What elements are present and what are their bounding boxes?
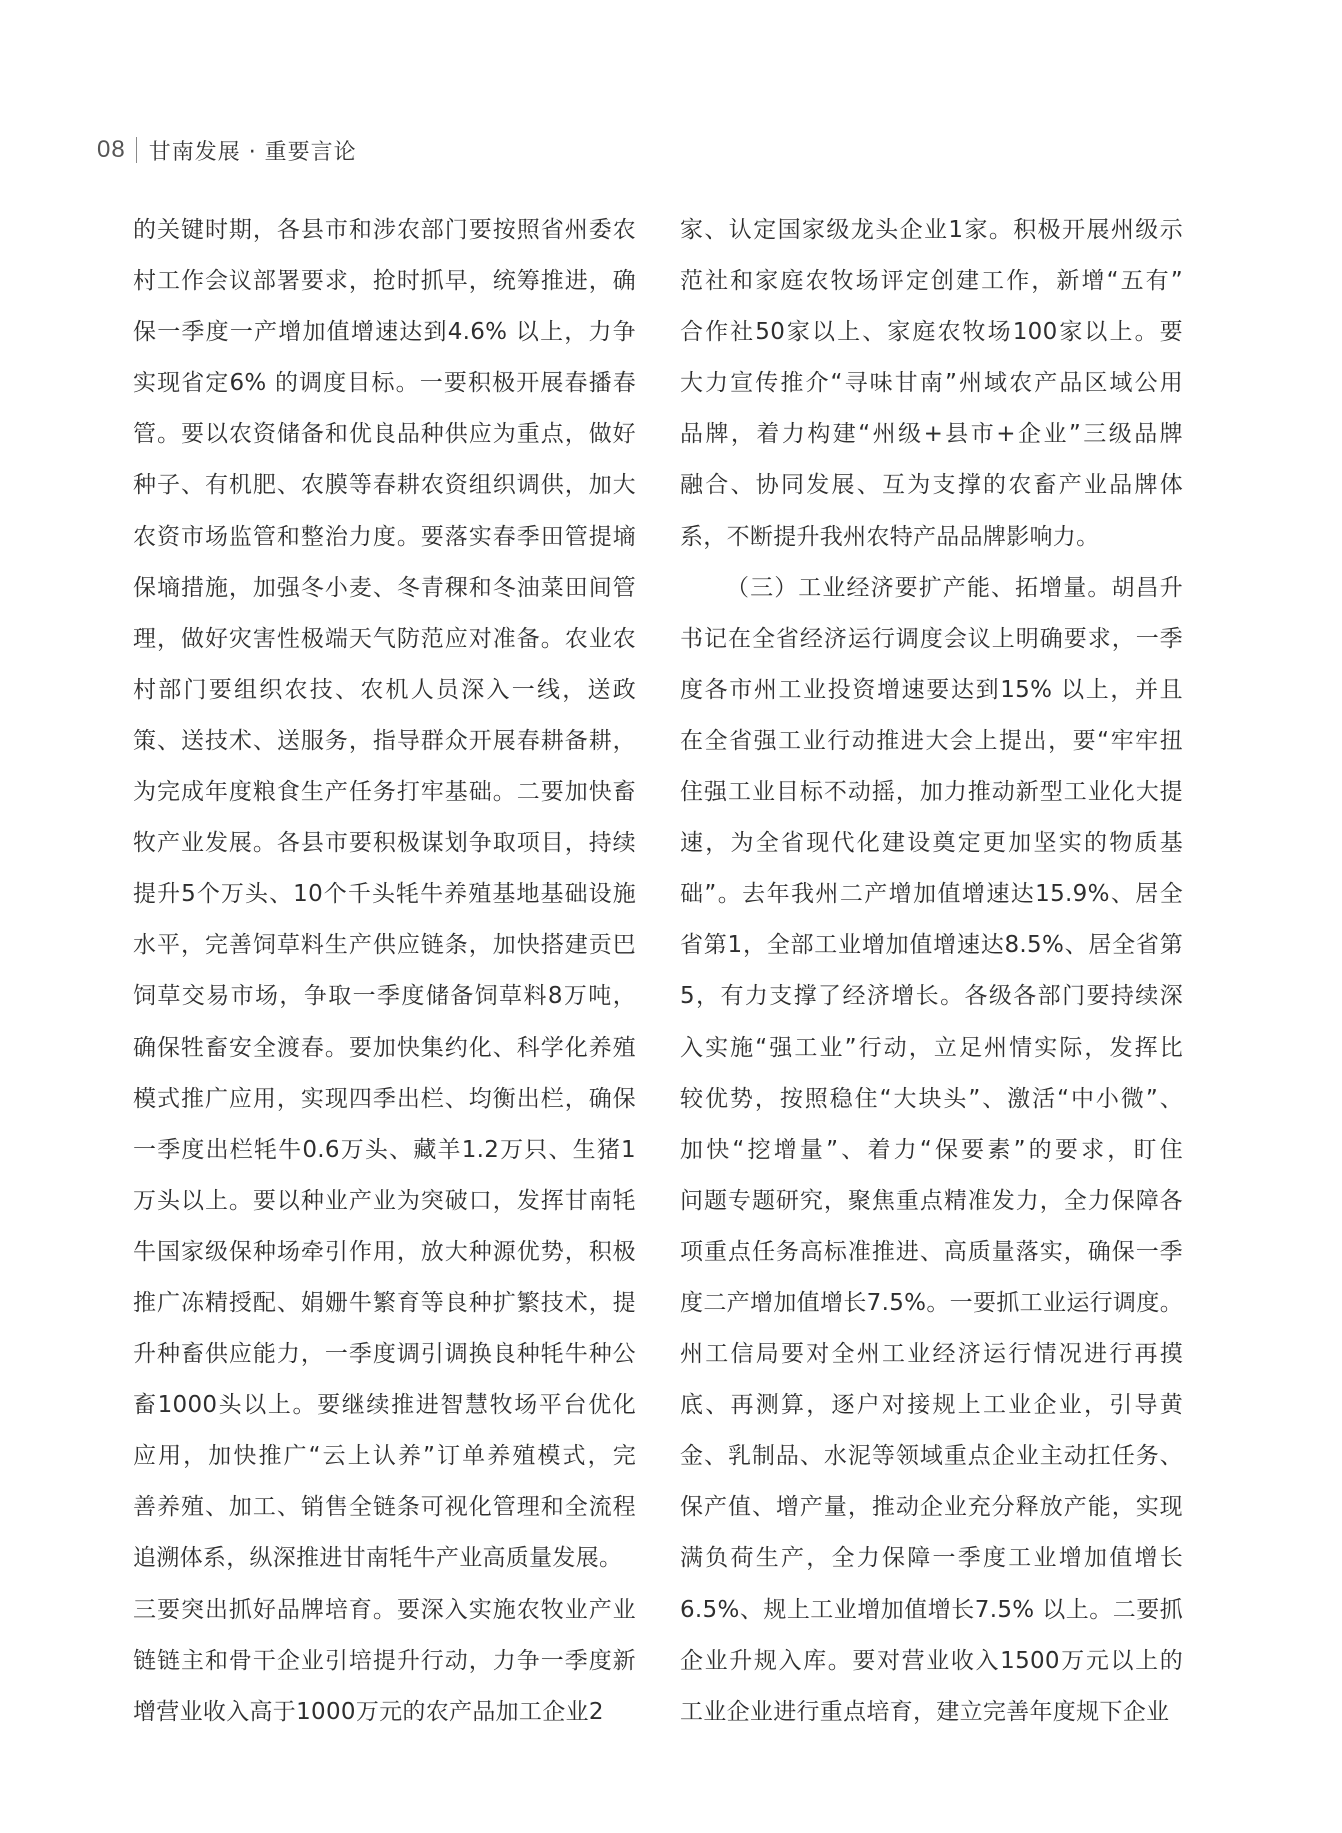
text-line: 实现省定6% 的调度目标。一要积极开展春播春	[133, 370, 636, 397]
text-line: 础”。去年我州二产增加值增速达15.9%、居全	[680, 881, 1183, 908]
text-line: 加快“挖增量”、着力“保要素”的要求，盯住	[680, 1136, 1183, 1163]
text-line: 饲草交易市场，争取一季度储备饲草料8万吨，	[133, 983, 636, 1010]
text-line: 保产值、增产量，推动企业充分释放产能，实现	[680, 1494, 1183, 1521]
text-line: 理，做好灾害性极端天气防范应对准备。农业农	[133, 625, 636, 652]
text-line: 度二产增加值增长7.5%。一要抓工业运行调度。	[680, 1289, 1183, 1316]
page-number: 08	[97, 136, 126, 163]
text-line: 住强工业目标不动摇，加力推动新型工业化大提	[680, 779, 1183, 806]
text-line: 企业升规入库。要对营业收入1500万元以上的	[680, 1647, 1183, 1674]
text-line: 提升5个万头、10个千头牦牛养殖基地基础设施	[133, 881, 636, 908]
text-line: （三）工业经济要扩产能、拓增量。胡昌升	[726, 574, 1183, 601]
text-line: 水平，完善饲草料生产供应链条，加快搭建贡巴	[133, 932, 636, 959]
text-line: 模式推广应用，实现四季出栏、均衡出栏，确保	[133, 1085, 636, 1112]
text-line: 满负荷生产，全力保障一季度工业增加值增长	[680, 1545, 1183, 1572]
text-line: 保墒措施，加强冬小麦、冬青稞和冬油菜田间管	[133, 574, 636, 601]
right-text-column	[680, 205, 1183, 1738]
text-line: 推广冻精授配、娟姗牛繁育等良种扩繁技术，提	[133, 1289, 636, 1316]
text-line: 系，不断提升我州农特产品品牌影响力。	[680, 523, 1100, 550]
text-line: 6.5%、规上工业增加值增长7.5% 以上。二要抓	[680, 1596, 1183, 1623]
text-line: 牛国家级保种场牵引作用，放大种源优势，积极	[133, 1238, 636, 1265]
text-line: 策、送技术、送服务，指导群众开展春耕备耕，	[133, 727, 636, 754]
text-line: 度各市州工业投资增速要达到15% 以上，并且	[680, 676, 1183, 703]
text-line: 管。要以农资储备和优良品种供应为重点，做好	[133, 421, 636, 448]
text-line: 品牌，着力构建“州级+县市+企业”三级品牌	[680, 421, 1183, 448]
text-line: 种子、有机肥、农膜等春耕农资组织调供，加大	[133, 472, 636, 499]
text-line: 问题专题研究，聚焦重点精准发力，全力保障各	[680, 1187, 1183, 1214]
text-line: 合作社50家以上、家庭农牧场100家以上。要	[680, 319, 1183, 346]
text-line: 追溯体系，纵深推进甘南牦牛产业高质量发展。	[133, 1545, 623, 1572]
text-line: 较优势，按照稳住“大块头”、激活“中小微”、	[680, 1085, 1183, 1112]
page-header	[97, 134, 357, 166]
text-line: 家、认定国家级龙头企业1家。积极开展州级示	[680, 217, 1183, 243]
text-line: 在全省强工业行动推进大会上提出，要“牢牢扭	[680, 727, 1183, 754]
text-line: 入实施“强工业”行动，立足州情实际，发挥比	[680, 1034, 1183, 1061]
left-text-column	[133, 205, 636, 1738]
text-line: 应用，加快推广“云上认养”订单养殖模式，完	[133, 1443, 636, 1470]
text-line: 保一季度一产增加值增速达到4.6% 以上，力争	[133, 319, 636, 346]
text-line: 书记在全省经济运行调度会议上明确要求，一季	[680, 625, 1183, 652]
text-line: 融合、协同发展、互为支撑的农畜产业品牌体	[680, 472, 1183, 499]
text-line: 畜1000头以上。要继续推进智慧牧场平台优化	[133, 1392, 636, 1419]
text-line: 为完成年度粮食生产任务打牢基础。二要加快畜	[133, 779, 636, 806]
text-line: 的关键时期，各县市和涉农部门要按照省州委农	[133, 217, 636, 243]
text-line: 链链主和骨干企业引培提升行动，力争一季度新	[133, 1647, 636, 1674]
text-line: 一季度出栏牦牛0.6万头、藏羊1.2万只、生猪1	[133, 1136, 636, 1163]
text-line: 项重点任务高标准推进、高质量落实，确保一季	[680, 1238, 1183, 1265]
text-line: 5，有力支撑了经济增长。各级各部门要持续深	[680, 983, 1183, 1010]
text-line: 牧产业发展。各县市要积极谋划争取项目，持续	[133, 830, 636, 857]
text-line: 金、乳制品、水泥等领域重点企业主动扛任务、	[680, 1443, 1183, 1470]
text-line: 州工信局要对全州工业经济运行情况进行再摸	[680, 1341, 1183, 1368]
text-line: 农资市场监管和整治力度。要落实春季田管提墒	[133, 523, 636, 550]
text-line: 范社和家庭农牧场评定创建工作，新增“五有”	[680, 268, 1183, 295]
text-line: 善养殖、加工、销售全链条可视化管理和全流程	[133, 1494, 636, 1521]
text-line: 增营业收入高于1000万元的农产品加工企业2	[133, 1698, 604, 1725]
text-line: 工业企业进行重点培育，建立完善年度规下企业	[680, 1698, 1170, 1725]
text-line: 省第1，全部工业增加值增速达8.5%、居全省第	[680, 932, 1183, 959]
text-line: 确保牲畜安全渡春。要加快集约化、科学化养殖	[133, 1034, 636, 1061]
header-divider	[136, 137, 137, 163]
text-line: 村工作会议部署要求，抢时抓早，统筹推进，确	[133, 268, 636, 295]
text-line: 大力宣传推介“寻味甘南”州域农产品区域公用	[680, 370, 1183, 397]
text-line: 村部门要组织农技、农机人员深入一线，送政	[133, 676, 636, 703]
text-line: 速，为全省现代化建设奠定更加坚实的物质基	[680, 830, 1183, 857]
text-line: 万头以上。要以种业产业为突破口，发挥甘南牦	[133, 1187, 636, 1214]
text-line: 三要突出抓好品牌培育。要深入实施农牧业产业	[133, 1596, 636, 1623]
text-line: 底、再测算，逐户对接规上工业企业，引导黄	[680, 1392, 1183, 1419]
section-title: 甘南发展 · 重要言论	[148, 139, 357, 165]
text-line: 升种畜供应能力，一季度调引调换良种牦牛种公	[133, 1341, 636, 1368]
